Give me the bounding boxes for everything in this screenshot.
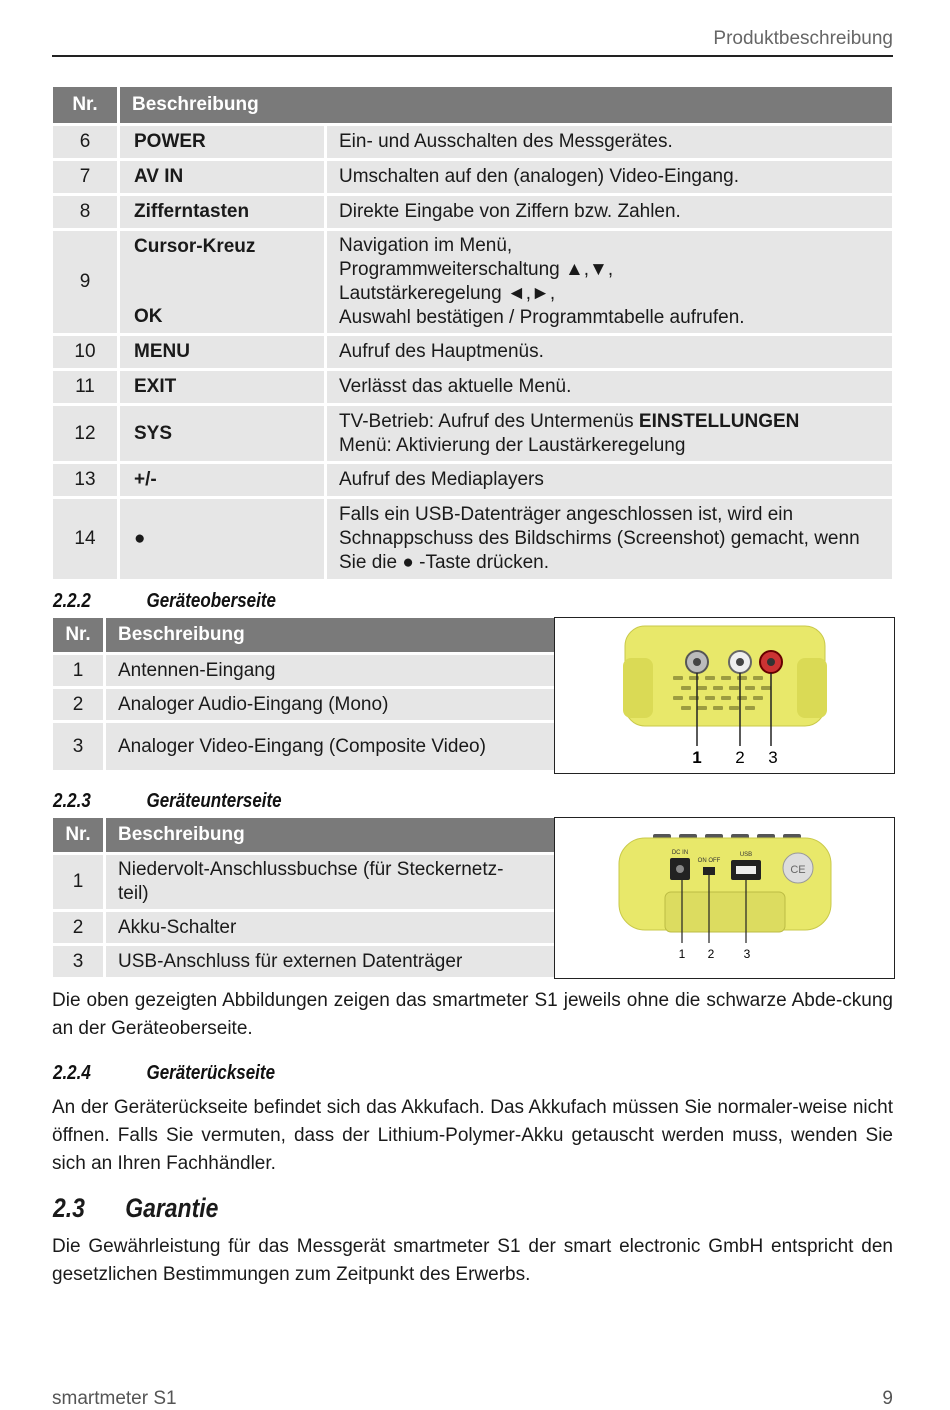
section-number: 2.2.3: [53, 790, 91, 812]
section-title: Geräteunterseite: [146, 790, 282, 812]
row-key: AV IN: [120, 161, 324, 193]
row-desc-line: Programmweiterschaltung ▲,▼,: [339, 259, 614, 280]
section-number: 2.3: [53, 1193, 85, 1223]
table-header-row: [53, 618, 554, 652]
row-desc-line: Schnappschuss des Bildschirms (Screenshot) gemacht, wenn: [339, 528, 860, 549]
paragraph-illustration-note: Die oben gezeigten Abbildungen zeigen das smartmeter S1 jeweils ohne die schwarze Abde-ckung an der Geräteoberseite.: [52, 990, 893, 1039]
section-title: Geräterückseite: [146, 1062, 276, 1084]
row-desc: Antennen-Eingang: [106, 655, 554, 686]
row-key-ok: OK: [134, 306, 163, 327]
row-desc-line: Lautstärkeregelung ◄,►,: [339, 283, 556, 304]
row-key: SYS: [120, 406, 324, 461]
row-desc-line: Navigation im Menü,: [339, 235, 513, 256]
photo-label-1: 1: [678, 947, 686, 961]
row-nr: 1: [53, 855, 103, 909]
row-desc: Akku-Schalter: [106, 912, 554, 943]
table-row: [53, 231, 892, 333]
row-nr: 7: [53, 161, 117, 193]
header-rule: [52, 55, 893, 57]
port-label-usb: USB: [739, 852, 753, 858]
device-bottom-photo: [554, 817, 895, 979]
row-nr: 2: [53, 689, 103, 720]
table-row: [53, 126, 892, 158]
row-nr: 3: [53, 946, 103, 977]
row-desc: Aufruf des Hauptmenüs.: [327, 336, 892, 368]
row-key: EXIT: [120, 371, 324, 403]
section-heading-2-2-4: [53, 1062, 275, 1085]
row-desc-line: teil): [118, 883, 149, 904]
photo-label-2: 2: [735, 748, 745, 767]
row-key: ●: [120, 499, 324, 579]
device-bottom-illustration: [555, 818, 894, 978]
table-row: [53, 406, 892, 461]
row-desc: Umschalten auf den (analogen) Video-Eingang.: [327, 161, 892, 193]
footer-product-name: smartmeter S1: [52, 1388, 177, 1409]
section-number: 2.2.4: [53, 1062, 91, 1084]
col-header-beschreibung: Beschreibung: [120, 87, 892, 123]
photo-label-3: 3: [743, 947, 751, 961]
section-number: 2.2.2: [53, 590, 91, 612]
row-desc: Direkte Eingabe von Ziffern bzw. Zahlen.: [327, 196, 892, 228]
table-row: [53, 655, 554, 686]
row-desc: Aufruf des Mediaplayers: [327, 464, 892, 496]
section-title: Geräteoberseite: [146, 590, 276, 612]
col-header-beschreibung: Beschreibung: [106, 618, 554, 652]
table-row: [53, 464, 892, 496]
footer-page-number: 9: [882, 1388, 893, 1409]
row-key: Zifferntasten: [120, 196, 324, 228]
row-nr: 2: [53, 912, 103, 943]
table-header-row: [53, 87, 892, 123]
table-row: [53, 946, 554, 977]
table-row: [53, 336, 892, 368]
section-heading-2-2-3: [53, 790, 282, 813]
table-row: [53, 499, 892, 579]
row-key: POWER: [120, 126, 324, 158]
row-desc-text: TV-Betrieb: Aufruf des Untermenüs: [339, 410, 639, 432]
row-desc-line: Menü: Aktivierung der Laustärkeregelung: [339, 434, 686, 456]
paragraph-back-side: An der Geräterückseite befindet sich das Akkufach. Das Akkufach müssen Sie normaler-weise nicht öffnen. Falls Sie vermuten, dass der Lithium-Polymer-Akku getauscht werden muss, wenden Sie sich an Ihren Fachhändler.: [52, 1097, 893, 1174]
row-desc: Ein- und Ausschalten des Messgerätes.: [327, 126, 892, 158]
section-heading-2-3: [53, 1193, 218, 1224]
row-desc-line: Niedervolt-Anschlussbuchse (für Steckernetz-: [118, 859, 504, 880]
col-header-nr: Nr.: [53, 818, 103, 852]
table-row: [53, 723, 554, 770]
table-row: [53, 196, 892, 228]
row-key: Cursor-Kreuz: [134, 236, 256, 257]
port-label-on-off: ON OFF: [697, 858, 721, 864]
row-nr: 6: [53, 126, 117, 158]
page-header-title: Produktbeschreibung: [713, 28, 893, 49]
row-desc: USB-Anschluss für externen Datenträger: [106, 946, 554, 977]
row-nr: 11: [53, 371, 117, 403]
table-row: [53, 689, 554, 720]
row-key: +/-: [120, 464, 324, 496]
row-desc-line: Auswahl bestätigen / Programmtabelle aufrufen.: [339, 307, 745, 328]
row-desc-bold: EINSTELLUNGEN: [638, 410, 800, 432]
paragraph-warranty: Die Gewährleistung für das Messgerät smartmeter S1 der smart electronic GmbH entspricht den gesetzlichen Bestimmungen zum Zeitpunkt des Erwerbs.: [52, 1236, 893, 1285]
section-heading-2-2-2: [53, 590, 276, 613]
device-top-photo: [554, 617, 895, 774]
row-key: MENU: [120, 336, 324, 368]
device-top-illustration: [555, 618, 894, 773]
button-description-table: [50, 84, 895, 582]
row-nr: 14: [53, 499, 117, 579]
row-nr: 9: [53, 231, 117, 333]
port-label-dc-in: DC IN: [671, 850, 689, 856]
row-nr: 3: [53, 723, 103, 770]
row-desc-line: Falls ein USB-Datenträger angeschlossen ist, wird ein: [339, 504, 794, 525]
top-side-table: [50, 615, 557, 773]
row-desc: Analoger Video-Eingang (Composite Video): [106, 723, 554, 770]
bottom-side-table: [50, 815, 557, 980]
photo-label-3: 3: [768, 748, 778, 767]
table-row: [53, 371, 892, 403]
row-nr: 10: [53, 336, 117, 368]
table-header-row: [53, 818, 554, 852]
col-header-nr: Nr.: [53, 618, 103, 652]
row-nr: 1: [53, 655, 103, 686]
table-row: [53, 161, 892, 193]
col-header-nr: Nr.: [53, 87, 117, 123]
photo-label-2: 2: [707, 947, 715, 961]
table-row: [53, 855, 554, 909]
section-title: Garantie: [125, 1193, 219, 1223]
row-nr: 13: [53, 464, 117, 496]
svg-text:CE: CE: [790, 864, 806, 876]
row-nr: 12: [53, 406, 117, 461]
row-desc: Analoger Audio-Eingang (Mono): [106, 689, 554, 720]
col-header-beschreibung: Beschreibung: [106, 818, 554, 852]
row-desc-line: Sie die ● -Taste drücken.: [339, 552, 550, 573]
photo-label-1: 1: [692, 748, 702, 767]
row-nr: 8: [53, 196, 117, 228]
table-row: [53, 912, 554, 943]
row-desc: Verlässt das aktuelle Menü.: [327, 371, 892, 403]
